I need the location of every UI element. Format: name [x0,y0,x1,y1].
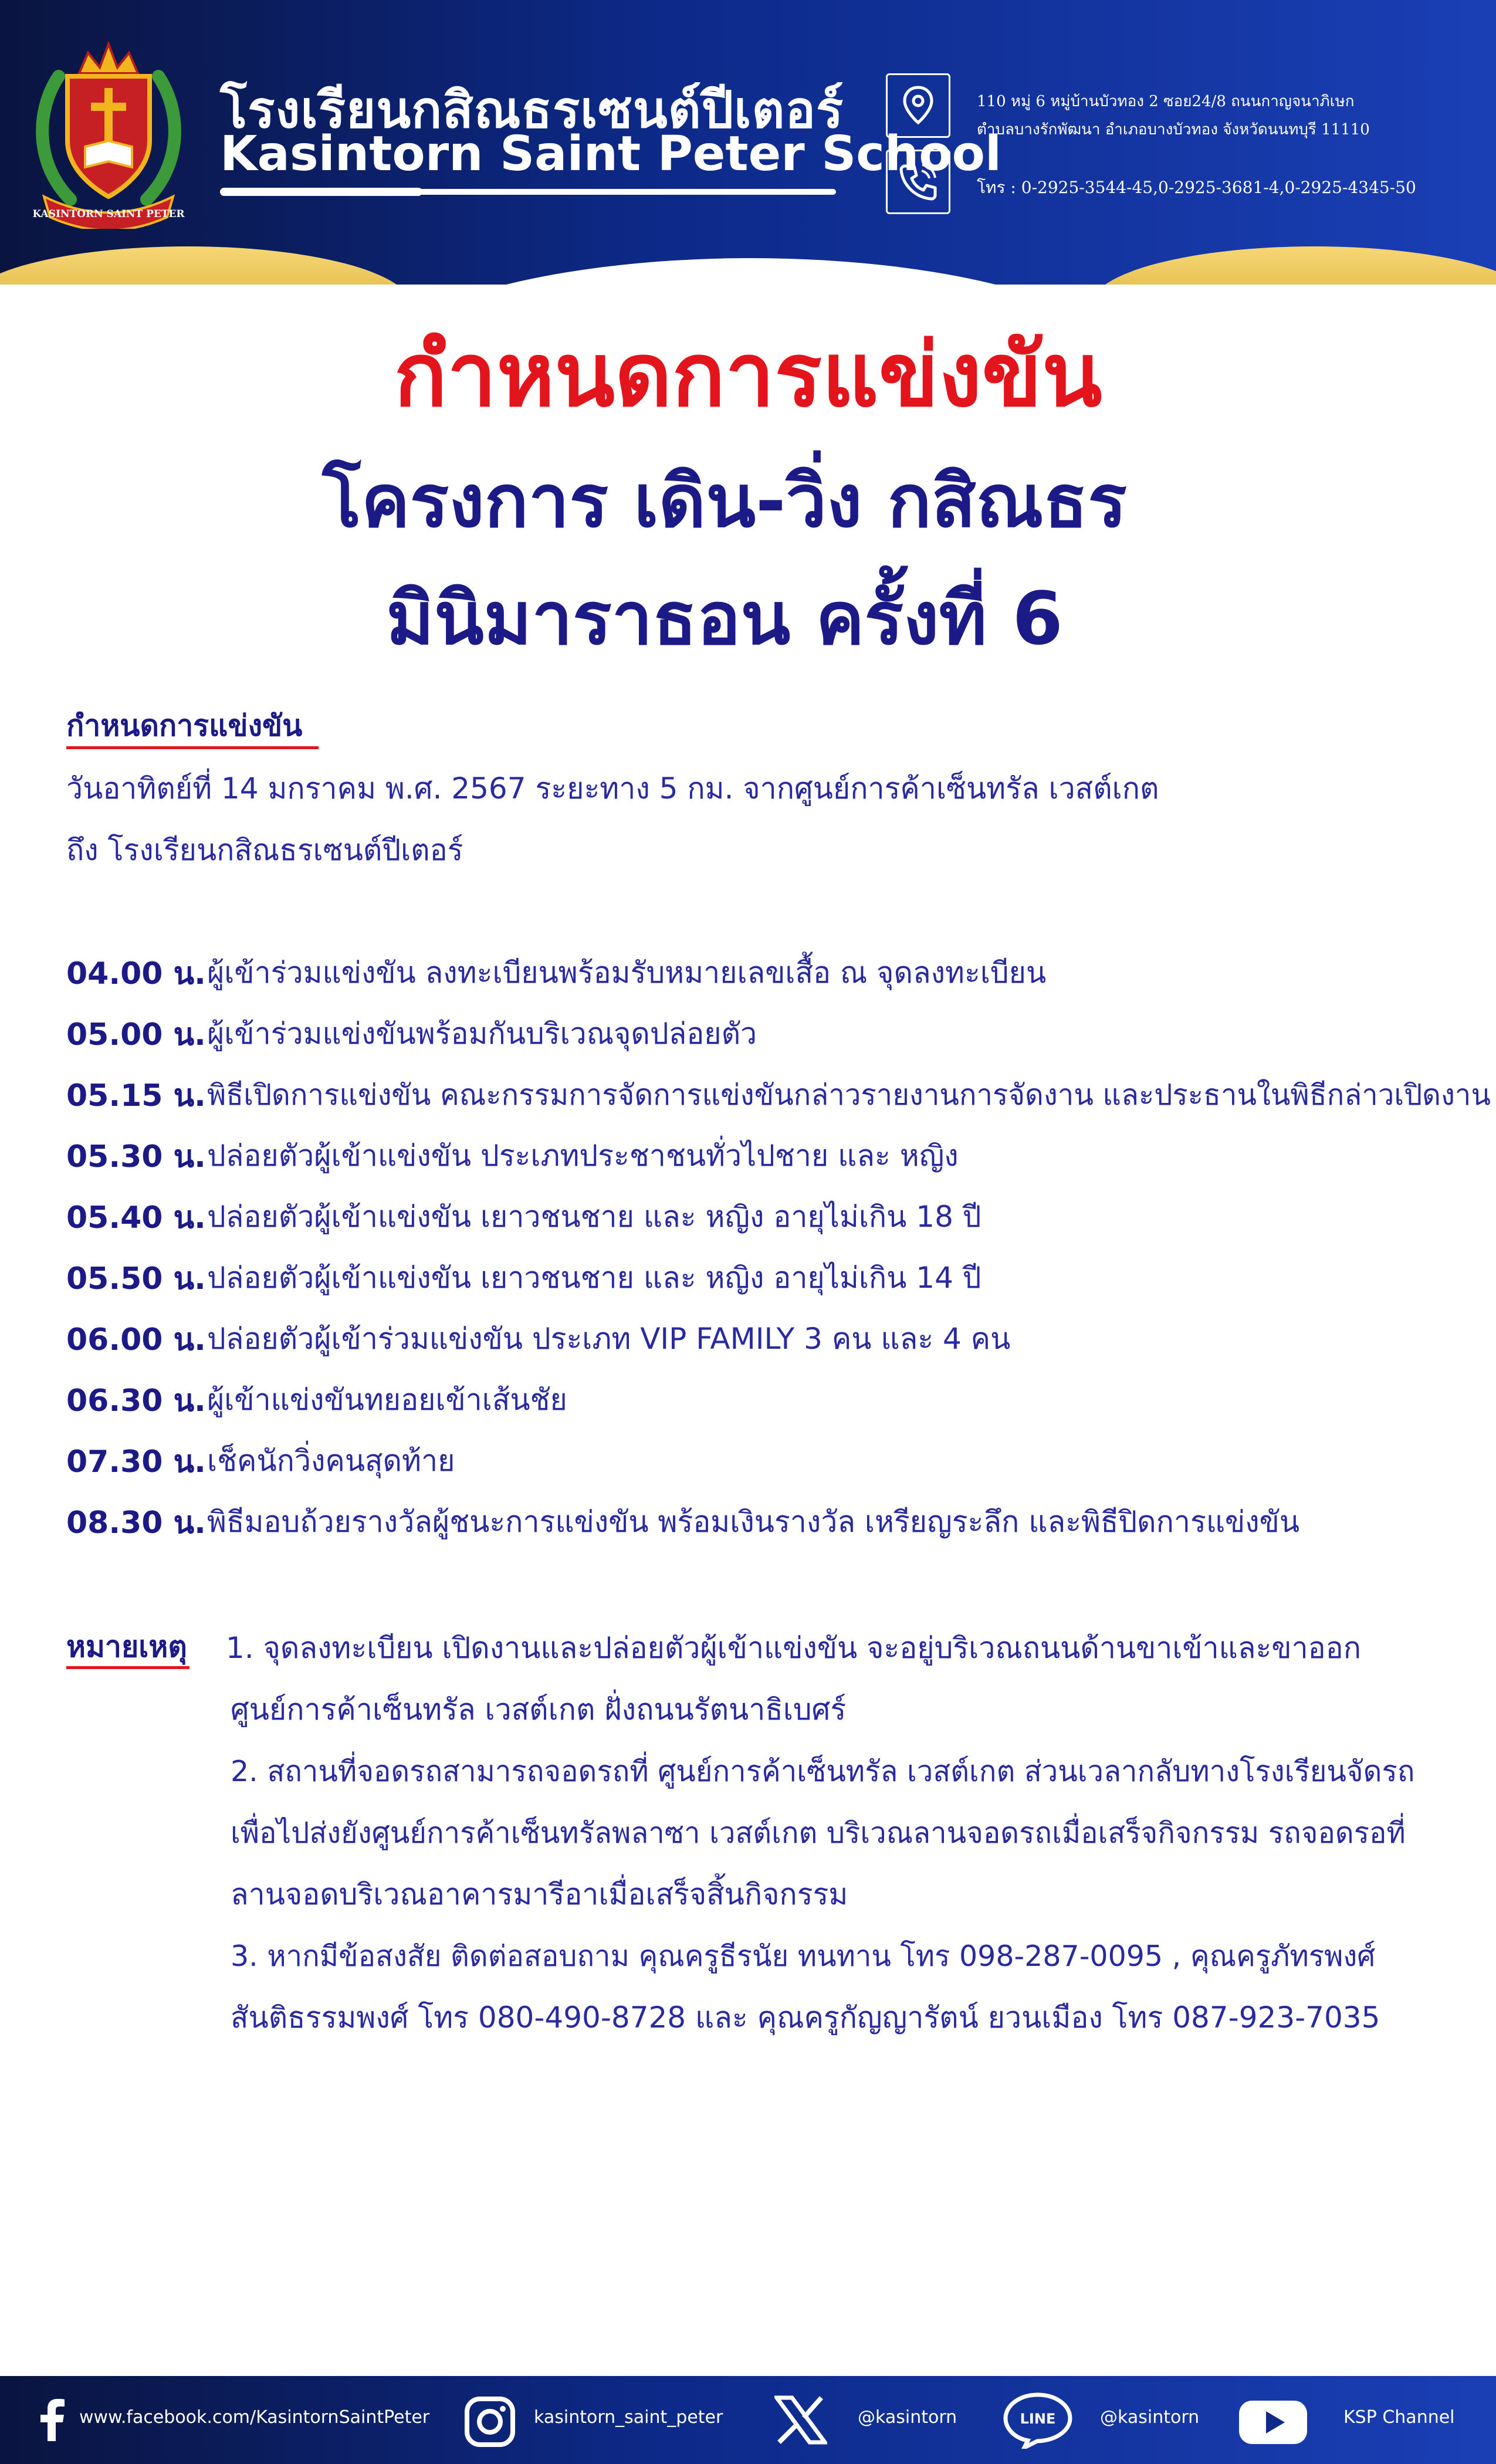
schedule-time: 06.30 น. [66,1383,206,1419]
notes-heading-underline [66,1666,189,1669]
schedule-time: 04.00 น. [66,956,206,991]
address-line-2: ตำบลบางรักพัฒนา อำเภอบางบัวทอง จังหวัดนนทบุรี 11110 [977,121,1370,138]
note-line: ลานจอดบริเวณอาคารมารีอาเมื่อเสร็จสิ้นกิจกรรม [231,1877,848,1911]
schedule-time: 05.30 น. [66,1139,206,1175]
line-badge-text: LINE [1020,2411,1056,2427]
school-name-thai: โรงเรียนกสิณธรเซนต์ปีเตอร์ [220,81,844,140]
schedule-heading-underline [66,746,319,749]
schedule-description: ปล่อยตัวผู้เข้าร่วมแข่งขัน ประเภท VIP FAMILY 3 คน และ 4 คน [207,1322,1011,1356]
school-crest-logo [23,41,194,229]
note-line: 2. สถานที่จอดรถสามารถจอดรถที่ ศูนย์การค้าเซ็นทรัล เวสต์เกต ส่วนเวลากลับทางโรงเรียนจัดรถ [231,1755,1415,1788]
crest-ribbon-text: KASINTORN SAINT PETER [32,208,185,220]
schedule-time: 05.40 น. [66,1200,206,1236]
map-pin-icon [886,73,950,138]
schedule-description: พิธีมอบถ้วยรางวัลผู้ชนะการแข่งขัน พร้อมเงินรางวัล เหรียญระลึก และพิธีปิดการแข่งขัน [207,1505,1300,1539]
schedule-description: ปล่อยตัวผู้เข้าแข่งขัน ประเภทประชาชนทั่วไปชาย และ หญิง [207,1139,959,1173]
youtube-icon[interactable] [1238,2399,1308,2445]
note-line: ศูนย์การค้าเซ็นทรัล เวสต์เกต ฝั่งถนนรัตนาธิเบศร์ [231,1693,847,1727]
address-line-1: 110 หมู่ 6 หมู่บ้านบัวทอง 2 ซอย24/8 ถนนกาญจนาภิเษก [977,93,1355,110]
instagram-icon[interactable] [463,2395,516,2448]
phone-numbers: โทร : 0-2925-3544-45,0-2925-3681-4,0-2925-4345-50 [977,178,1416,197]
schedule-time: 05.15 น. [66,1078,206,1113]
schedule-description: ปล่อยตัวผู้เข้าแข่งขัน เยาวชนชาย และ หญิง อายุไม่เกิน 14 ปี [207,1261,981,1295]
gold-curve-left [0,246,411,285]
facebook-link[interactable]: www.facebook.com/KasintornSaintPeter [79,2407,430,2428]
x-handle[interactable]: @kasintorn [858,2407,957,2428]
schedule-description: ปล่อยตัวผู้เข้าแข่งขัน เยาวชนชาย และ หญิง อายุไม่เกิน 18 ปี [207,1200,981,1234]
facebook-icon[interactable] [32,2395,73,2442]
event-date-line: วันอาทิตย์ที่ 14 มกราคม พ.ศ. 2567 ระยะทาง 5 กม. จากศูนย์การค้าเซ็นทรัล เวสต์เกต [66,771,1159,805]
note-line: 3. หากมีข้อสงสัย ติดต่อสอบถาม คุณครูธีรนัย ทนทาน โทร 098-287-0095 , คุณครูภัทรพงศ์ [231,1940,1376,1973]
notes-heading: หมายเหตุ [66,1630,187,1664]
schedule-description: เช็คนักวิ่งคนสุดท้าย [207,1444,455,1478]
x-icon[interactable] [774,2395,827,2445]
phone-icon [886,150,950,214]
header-banner [0,0,1496,285]
schedule-time: 07.30 น. [66,1444,206,1480]
note-line: 1. จุดลงทะเบียน เปิดงานและปล่อยตัวผู้เข้าแข่งขัน จะอยู่บริเวณถนนด้านขาเข้าและขาออก [226,1631,1361,1665]
header-white-curve [364,258,1138,285]
schedule-time: 05.50 น. [66,1261,206,1297]
schedule-description: ผู้เข้าแข่งขันทยอยเข้าเส้นชัย [207,1383,567,1417]
subtitle-line-2: มินิมาราธอน ครั้งที่ 6 [386,577,1063,661]
youtube-channel[interactable]: KSP Channel [1343,2407,1455,2428]
schedule-description: ผู้เข้าร่วมแข่งขัน ลงทะเบียนพร้อมรับหมายเลขเสื้อ ณ จุดลงทะเบียน [207,956,1047,990]
instagram-handle[interactable]: kasintorn_saint_peter [534,2407,723,2428]
school-name-english: Kasintorn Saint Peter School [220,126,1002,182]
title-underline-accent [220,188,422,196]
note-line: สันติธรรมพงศ์ โทร 080-490-8728 และ คุณครูกัญญารัตน์ ยวนเมือง โทร 087-923-7035 [231,2001,1380,2035]
event-route-line: ถึง โรงเรียนกสิณธรเซนต์ปีเตอร์ [66,833,463,867]
note-line: เพื่อไปส่งยังศูนย์การค้าเซ็นทรัลพลาซา เวสต์เกต บริเวณลานจอดรถเมื่อเสร็จกิจกรรม รถจอดรอที่ [231,1816,1406,1850]
schedule-description: พิธีเปิดการแข่งขัน คณะกรรมการจัดการแข่งขันกล่าวรายงานการจัดงาน และประธานในพิธีกล่าวเปิดงาน [207,1078,1491,1112]
footer-bar [0,2376,1496,2464]
main-title: กำหนดการแข่งขัน [394,324,1102,427]
schedule-time: 06.00 น. [66,1322,206,1358]
subtitle-line-1: โครงการ เดิน-วิ่ง กสิณธร [322,459,1127,544]
schedule-heading: กำหนดการแข่งขัน [66,709,303,743]
schedule-time: 08.30 น. [66,1505,206,1541]
schedule-description: ผู้เข้าร่วมแข่งขันพร้อมกันบริเวณจุดปล่อยตัว [207,1017,757,1051]
line-icon[interactable] [1002,2391,1074,2449]
line-handle[interactable]: @kasintorn [1100,2407,1200,2428]
schedule-time: 05.00 น. [66,1017,206,1052]
gold-curve-right [1091,246,1496,285]
